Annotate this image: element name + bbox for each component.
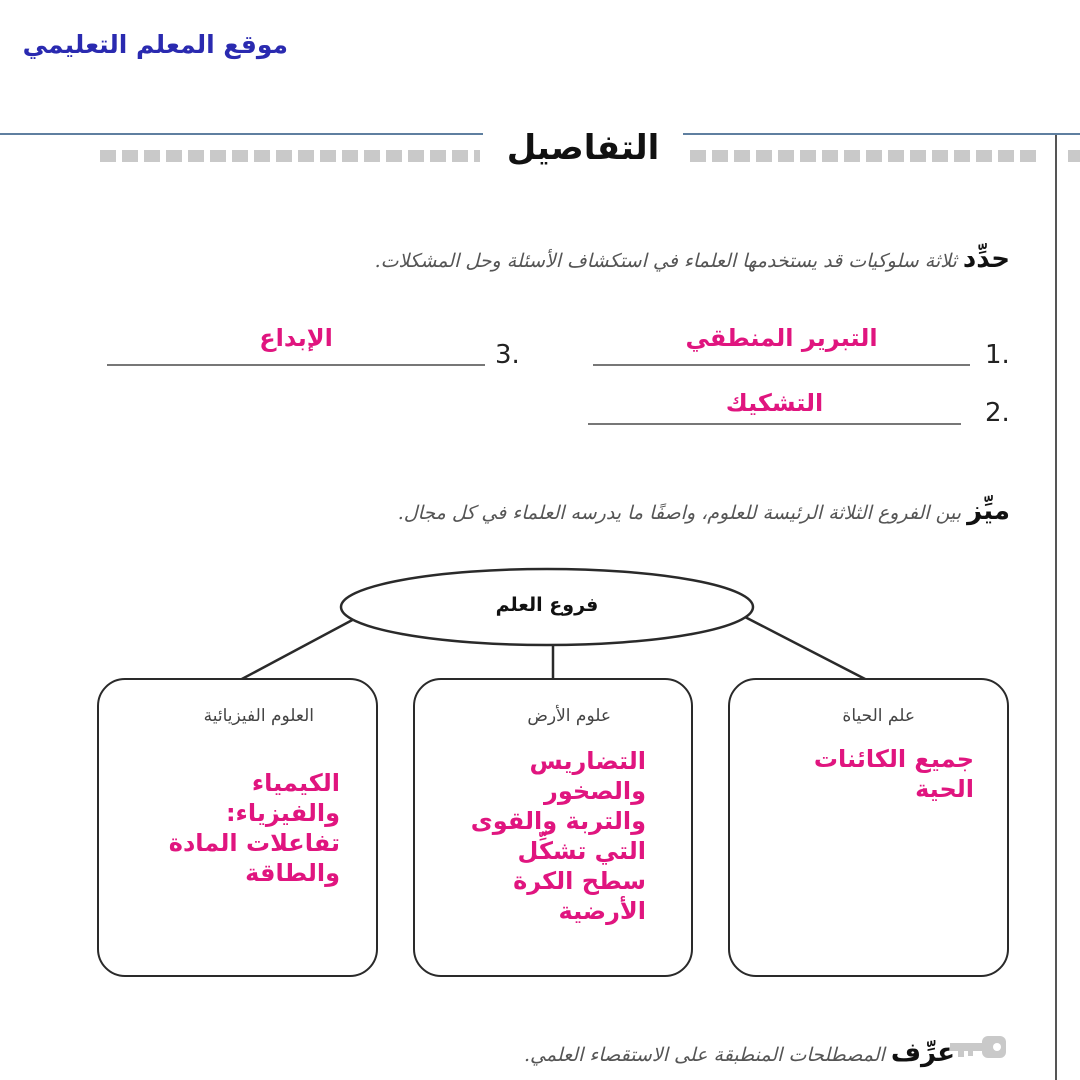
answer-line: التي تشكِّل [517,837,646,865]
item-3-number: 3. [495,340,520,370]
key-icon [950,1033,1008,1063]
identify-prompt: ثلاثة سلوكيات قد يستخدمها العلماء في استكشاف الأسئلة وحل المشكلات. [374,250,957,272]
branch-answer-life-science [814,744,974,804]
branch-answer-earth-science [471,746,646,926]
answer-line: والطاقة [245,859,340,887]
distinguish-keyword: ميِّز [967,496,1010,526]
connector-right [745,617,867,680]
answer-line: الحية [915,775,974,803]
branch-label-life-science: علم الحياة [842,706,915,726]
answer-line: والفيزياء: [225,799,340,827]
answer-line: والتربة والقوى [470,807,646,835]
identify-keyword: حدِّد [962,244,1010,274]
answer-line: التضاريس [529,747,646,775]
answer-line: سطح الكرة [513,867,646,895]
item-1-answer: التبرير المنطقي [685,324,878,352]
branch-box-life-science [728,678,1009,977]
define-prompt: المصطلحات المنطبقة على الاستقصاء العلمي. [523,1044,885,1066]
item-2-number: 2. [985,398,1010,428]
connector-left [240,617,358,680]
answer-line: تفاعلات المادة [168,829,340,857]
item-2-answer: التشكيك [725,389,824,417]
answer-line: والصخور [544,777,646,805]
section-title: التفاصيل [483,128,683,174]
item-3-answer: الإبداع [259,324,333,352]
branch-label-physical-science: العلوم الفيزيائية [203,706,314,726]
site-title: موقع المعلم التعليمي [22,30,288,59]
diagram-root-label: فروع العلم [495,594,599,616]
item-1-number: 1. [985,340,1010,370]
answer-line: الأرضية [558,897,646,925]
answer-line: جميع الكائنات [813,745,974,773]
define-question [250,1036,955,1072]
answer-line: الكيمياء [251,769,340,797]
branch-label-earth-science: علوم الأرض [527,706,611,726]
branch-answer-physical-science [169,768,340,888]
distinguish-prompt: بين الفروع الثلاثة الرئيسة للعلوم، واصفًا ما يدرسه العلماء في كل مجال. [397,502,962,524]
define-keyword: عرِّف [890,1038,955,1068]
branch-box-earth-science [413,678,693,977]
branch-box-physical-science [97,678,378,977]
